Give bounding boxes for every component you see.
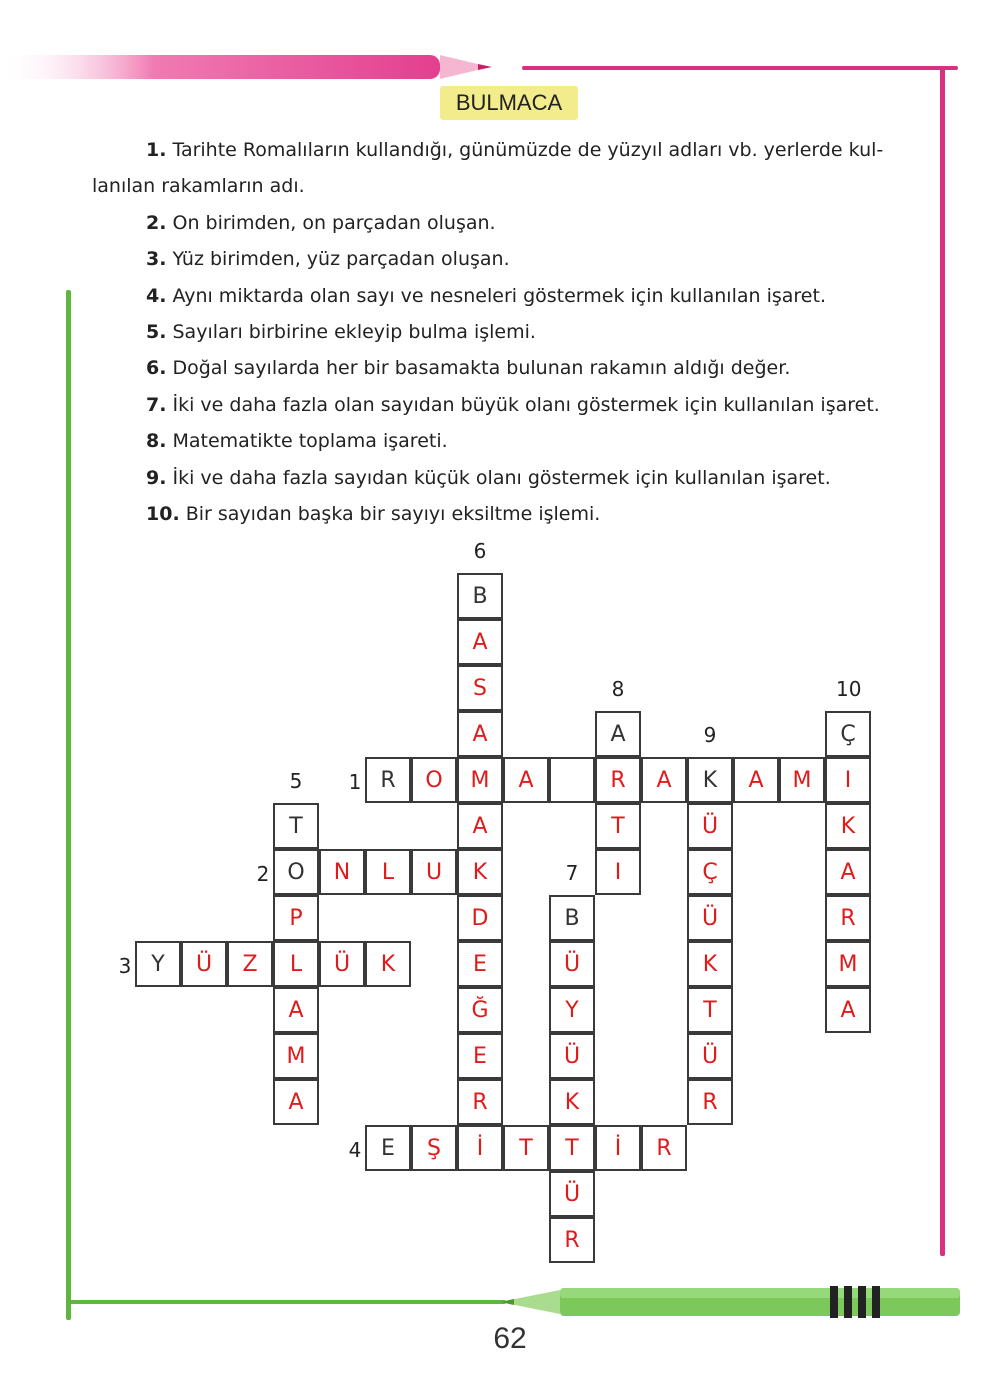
crossword-cell[interactable]: A bbox=[595, 711, 641, 757]
crossword-cell[interactable]: I bbox=[595, 849, 641, 895]
crossword-cell[interactable]: İ bbox=[595, 1125, 641, 1171]
clue-text: Matematikte toplama işareti. bbox=[166, 430, 448, 453]
page-title: BULMACA bbox=[440, 86, 578, 120]
crossword-cell[interactable]: R bbox=[549, 1217, 595, 1263]
crossword-cell[interactable]: M bbox=[273, 1033, 319, 1079]
clue-number: 1. bbox=[146, 139, 167, 161]
crossword-cell[interactable]: N bbox=[319, 849, 365, 895]
crossword-cell[interactable]: R bbox=[825, 895, 871, 941]
crossword-cell[interactable]: T bbox=[503, 1125, 549, 1171]
crossword-cell[interactable] bbox=[549, 757, 595, 803]
crossword-cell[interactable]: Ü bbox=[549, 941, 595, 987]
crossword-cell[interactable]: M bbox=[825, 941, 871, 987]
crossword-cell[interactable]: K bbox=[687, 941, 733, 987]
crossword-cell[interactable]: Ü bbox=[687, 1033, 733, 1079]
clue-text: Aynı miktarda olan sayı ve nesneleri göstermek için kullanılan işaret. bbox=[166, 284, 826, 307]
crossword-cell[interactable]: Ü bbox=[549, 1171, 595, 1217]
crossword-cell[interactable]: U bbox=[411, 849, 457, 895]
crossword-cell[interactable]: K bbox=[687, 757, 733, 803]
crossword-clue-number: 10 bbox=[836, 677, 862, 701]
crossword-cell[interactable]: Ü bbox=[319, 941, 365, 987]
clue-number: 8. bbox=[146, 430, 167, 453]
crossword-cell[interactable]: A bbox=[457, 619, 503, 665]
crossword-cell[interactable]: R bbox=[457, 1079, 503, 1125]
crossword-cell[interactable]: A bbox=[457, 803, 503, 849]
crossword-cell[interactable]: Ç bbox=[825, 711, 871, 757]
crossword-cell[interactable]: T bbox=[595, 803, 641, 849]
clue-text: Yüz birimden, yüz parçadan oluşan. bbox=[166, 248, 510, 271]
crossword-cell[interactable]: M bbox=[779, 757, 825, 803]
crossword-cell[interactable]: E bbox=[457, 1033, 503, 1079]
crossword-cell[interactable]: K bbox=[457, 849, 503, 895]
crossword-cell[interactable]: T bbox=[549, 1125, 595, 1171]
crossword-cell[interactable]: R bbox=[687, 1079, 733, 1125]
crossword-cell[interactable]: İ bbox=[457, 1125, 503, 1171]
crossword-cell[interactable]: A bbox=[825, 987, 871, 1033]
crossword-cell[interactable]: Ü bbox=[549, 1033, 595, 1079]
crossword-cell[interactable]: Ü bbox=[687, 803, 733, 849]
crossword-cell[interactable]: L bbox=[365, 849, 411, 895]
crossword-clue-number: 8 bbox=[611, 677, 625, 701]
clue-number: 4. bbox=[146, 284, 167, 307]
crossword-clue-number: 2 bbox=[256, 862, 270, 886]
clue-text: On birimden, on parçadan oluşan. bbox=[166, 211, 496, 234]
crossword-clue-number: 5 bbox=[289, 769, 303, 793]
crossword-cell[interactable]: A bbox=[825, 849, 871, 895]
crossword-cell[interactable]: A bbox=[503, 757, 549, 803]
crossword-cell[interactable]: L bbox=[273, 941, 319, 987]
crossword-cell[interactable]: D bbox=[457, 895, 503, 941]
crossword-cell[interactable]: R bbox=[595, 757, 641, 803]
clue-number: 9. bbox=[146, 466, 167, 489]
crossword-cell[interactable]: A bbox=[457, 711, 503, 757]
clue-text: İki ve daha fazla olan sayıdan büyük olanı göstermek için kullanılan işaret. bbox=[166, 393, 880, 416]
page-number: 62 bbox=[493, 1322, 527, 1355]
crossword-cell[interactable]: O bbox=[411, 757, 457, 803]
crossword-cell[interactable]: T bbox=[273, 803, 319, 849]
crossword-cell[interactable]: B bbox=[457, 573, 503, 619]
clue-number: 5. bbox=[146, 321, 167, 344]
clue-text: Bir sayıdan başka bir sayıyı eksiltme işlemi. bbox=[179, 503, 601, 526]
crossword-clue-number: 6 bbox=[473, 539, 487, 563]
crossword-cell[interactable]: E bbox=[457, 941, 503, 987]
crossword-clue-number: 1 bbox=[348, 770, 362, 794]
crossword-cell[interactable]: O bbox=[273, 849, 319, 895]
clue-number: 3. bbox=[146, 248, 167, 271]
clue-text: Tarihte Romalıların kullandığı, günümüzde de yüzyıl adları vb. yerlerde kul- bbox=[166, 139, 884, 161]
crossword-cell[interactable]: A bbox=[273, 1079, 319, 1125]
crossword-cell[interactable]: A bbox=[273, 987, 319, 1033]
crossword-cell[interactable]: Ş bbox=[411, 1125, 457, 1171]
crossword-cell[interactable]: A bbox=[733, 757, 779, 803]
crossword-cell[interactable]: R bbox=[641, 1125, 687, 1171]
crossword-cell[interactable]: I bbox=[825, 757, 871, 803]
clue-number: 7. bbox=[146, 393, 167, 416]
crossword-cell[interactable]: Ğ bbox=[457, 987, 503, 1033]
crossword-cell[interactable]: K bbox=[825, 803, 871, 849]
crossword-cell[interactable]: Ü bbox=[687, 895, 733, 941]
crossword-cell[interactable]: P bbox=[273, 895, 319, 941]
clue-number: 6. bbox=[146, 357, 167, 380]
crossword-cell[interactable]: B bbox=[549, 895, 595, 941]
clue-text: Sayıları birbirine ekleyip bulma işlemi. bbox=[166, 321, 536, 344]
clue-number: 2. bbox=[146, 211, 167, 234]
crossword-clue-number: 7 bbox=[565, 861, 579, 885]
clue-text: lanılan rakamların adı. bbox=[92, 175, 305, 198]
crossword-clue-number: 4 bbox=[348, 1138, 362, 1162]
crossword-cell[interactable]: A bbox=[641, 757, 687, 803]
crossword-clue-number: 9 bbox=[703, 723, 717, 747]
crossword-cell[interactable]: Ü bbox=[181, 941, 227, 987]
crossword-cell[interactable]: M bbox=[457, 757, 503, 803]
crossword-cell[interactable]: E bbox=[365, 1125, 411, 1171]
crossword-cell[interactable]: K bbox=[365, 941, 411, 987]
clue-text: İki ve daha fazla sayıdan küçük olanı göstermek için kullanılan işaret. bbox=[166, 466, 831, 489]
crossword-cell[interactable]: Z bbox=[227, 941, 273, 987]
crossword-cell[interactable]: K bbox=[549, 1079, 595, 1125]
crossword-cell[interactable]: Y bbox=[549, 987, 595, 1033]
clue-number: 10. bbox=[146, 503, 180, 526]
crossword-cell[interactable]: T bbox=[687, 987, 733, 1033]
crossword-cell[interactable]: Y bbox=[135, 941, 181, 987]
crossword-clue-number: 3 bbox=[118, 954, 132, 978]
crossword-cell[interactable]: R bbox=[365, 757, 411, 803]
crossword-cell[interactable]: Ç bbox=[687, 849, 733, 895]
clue-text: Doğal sayılarda her bir basamakta bulunan rakamın aldığı değer. bbox=[166, 357, 791, 380]
crossword-cell[interactable]: S bbox=[457, 665, 503, 711]
